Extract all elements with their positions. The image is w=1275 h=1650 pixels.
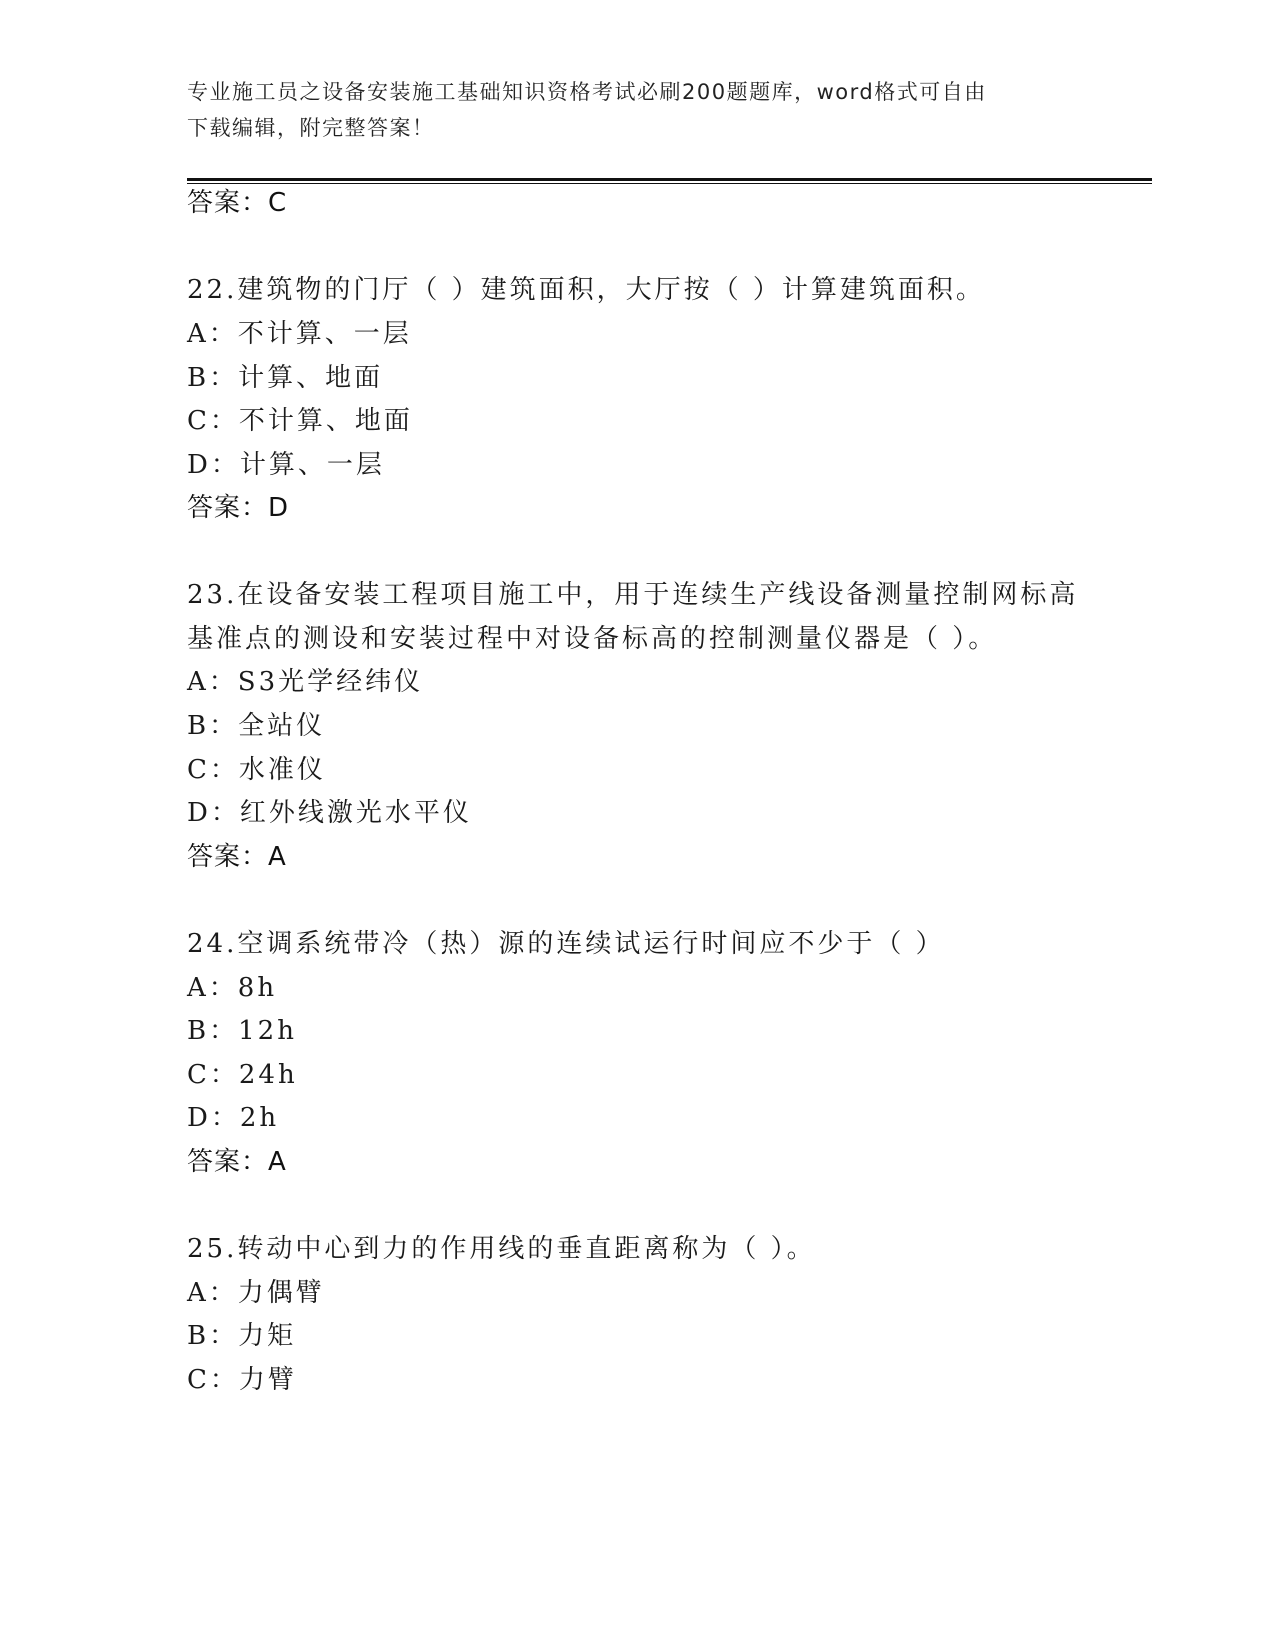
q22-option-d: D：计算、一层 [187, 450, 385, 480]
q22-option-b: B：计算、地面 [187, 363, 384, 393]
q24-option-a: A：8h [187, 973, 278, 1003]
header-title-line-2: 下载编辑，附完整答案！ [187, 116, 435, 140]
header-divider [187, 178, 1152, 184]
q23-option-b: B：全站仪 [187, 711, 326, 741]
question-23-line-2: 基准点的测设和安装过程中对设备标高的控制测量仪器是（ ）。 [187, 624, 998, 654]
q24-option-d: D：2h [187, 1103, 280, 1133]
q24-option-c: C：24h [187, 1060, 298, 1090]
q24-option-b: B：12h [187, 1016, 297, 1046]
q25-option-b: B：力矩 [187, 1321, 297, 1351]
answer-24: 答案：A [187, 1147, 287, 1177]
document-header [187, 74, 1077, 146]
q23-option-d: D：红外线激光水平仪 [187, 798, 472, 828]
answer-23: 答案：A [187, 842, 287, 872]
answer-22: 答案：D [187, 493, 290, 523]
question-25: 25.转动中心到力的作用线的垂直距离称为（ ）。 [187, 1234, 816, 1264]
header-title-line-1: 专业施工员之设备安装施工基础知识资格考试必刷200题题库，word格式可自由 [187, 80, 987, 104]
q22-option-c: C：不计算、地面 [187, 406, 413, 436]
q25-option-a: A：力偶臂 [187, 1278, 325, 1308]
question-24: 24.空调系统带冷（热）源的连续试运行时间应不少于（ ） [187, 929, 945, 959]
q25-option-c: C：力臂 [187, 1365, 297, 1395]
question-23-line-1: 23.在设备安装工程项目施工中，用于连续生产线设备测量控制网标高 [187, 580, 1079, 610]
question-22: 22.建筑物的门厅（ ）建筑面积，大厅按（ ）计算建筑面积。 [187, 275, 985, 305]
answer-21: 答案：C [187, 188, 288, 218]
q23-option-a: A：S3光学经纬仪 [187, 667, 424, 697]
q22-option-a: A：不计算、一层 [187, 319, 412, 349]
q23-option-c: C：水准仪 [187, 755, 326, 785]
